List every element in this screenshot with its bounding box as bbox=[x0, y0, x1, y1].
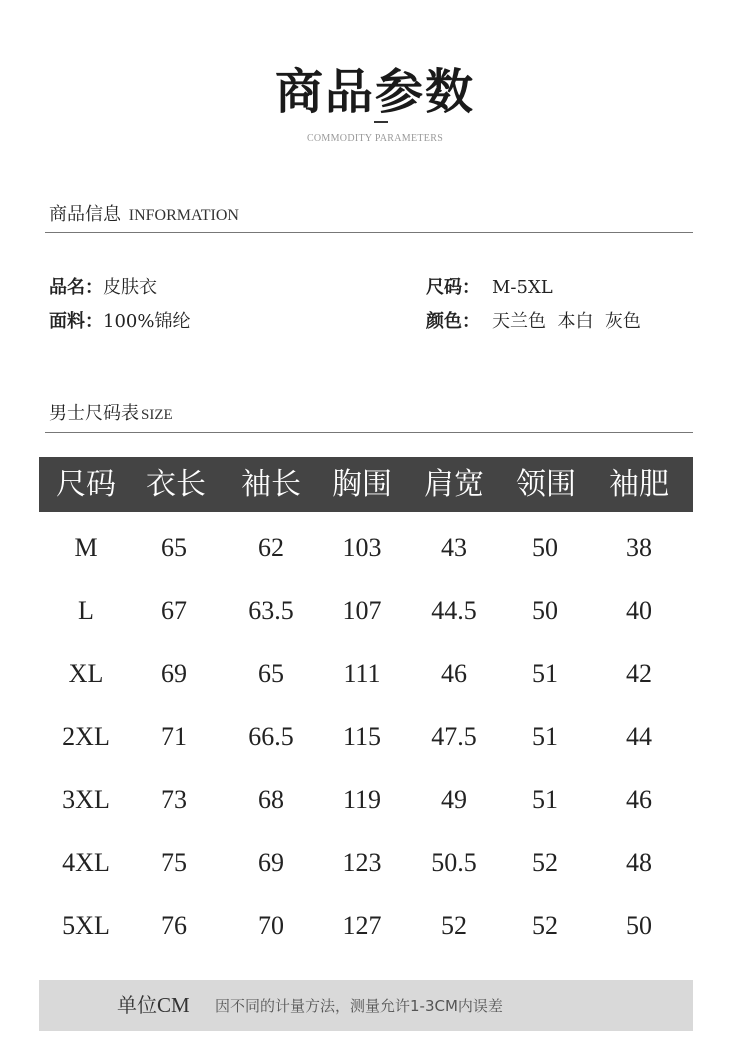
col-header-collar: 领围 bbox=[516, 467, 576, 502]
table-cell-size: 2XL bbox=[62, 722, 110, 751]
table-cell-sleeve-width: 50 bbox=[626, 911, 652, 940]
table-cell-shoulder: 50.5 bbox=[431, 848, 477, 877]
size-range-value: M-5XL bbox=[492, 277, 553, 298]
color-row bbox=[426, 310, 641, 334]
product-name-row bbox=[49, 276, 157, 300]
table-cell-collar: 52 bbox=[532, 911, 558, 940]
table-cell-size: M bbox=[74, 533, 98, 562]
table-cell-collar: 51 bbox=[532, 785, 558, 814]
info-heading-en: INFORMATION bbox=[128, 207, 239, 224]
table-cell-length: 75 bbox=[161, 848, 187, 877]
product-name-label: 品名： bbox=[49, 277, 103, 298]
table-cell-length: 67 bbox=[161, 596, 187, 625]
col-header-sleeve: 袖长 bbox=[241, 467, 301, 502]
table-cell-collar: 50 bbox=[532, 596, 558, 625]
table-cell-shoulder: 47.5 bbox=[431, 722, 477, 751]
fabric-value: 100%锦纶 bbox=[103, 311, 191, 332]
table-cell-sleeve-width: 44 bbox=[626, 722, 652, 751]
table-cell-sleeve: 66.5 bbox=[248, 722, 294, 751]
unit-cn: 单位 bbox=[117, 993, 157, 1017]
size-section-heading bbox=[49, 402, 173, 427]
table-cell-shoulder: 46 bbox=[441, 659, 467, 688]
table-cell-chest: 111 bbox=[343, 659, 381, 688]
table-cell-length: 73 bbox=[161, 785, 187, 814]
table-cell-size: 5XL bbox=[62, 911, 110, 940]
info-heading-cn: 商品信息 bbox=[49, 204, 121, 225]
table-cell-size: 3XL bbox=[62, 785, 110, 814]
table-cell-length: 69 bbox=[161, 659, 187, 688]
table-cell-sleeve-width: 42 bbox=[626, 659, 652, 688]
table-cell-chest: 119 bbox=[342, 785, 382, 814]
col-header-chest: 胸围 bbox=[332, 467, 392, 502]
table-cell-chest: 127 bbox=[342, 911, 382, 940]
table-cell-collar: 52 bbox=[532, 848, 558, 877]
table-cell-chest: 123 bbox=[342, 848, 382, 877]
fabric-label: 面料： bbox=[49, 311, 103, 332]
table-cell-sleeve-width: 48 bbox=[626, 848, 652, 877]
footer-bar bbox=[39, 980, 693, 1031]
measurement-note: 因不同的计量方法，测量允许1-3CM内误差 bbox=[215, 997, 503, 1015]
col-header-size: 尺码 bbox=[56, 467, 116, 502]
table-cell-sleeve: 63.5 bbox=[248, 596, 294, 625]
size-heading-en: SIZE bbox=[141, 407, 173, 423]
size-table-header bbox=[39, 457, 693, 512]
title-underline bbox=[374, 121, 388, 123]
table-cell-length: 71 bbox=[161, 722, 187, 751]
table-cell-sleeve: 62 bbox=[258, 533, 284, 562]
table-cell-collar: 50 bbox=[532, 533, 558, 562]
size-range-label: 尺码： bbox=[426, 277, 480, 298]
table-cell-sleeve-width: 40 bbox=[626, 596, 652, 625]
color-label: 颜色： bbox=[426, 311, 480, 332]
table-cell-shoulder: 52 bbox=[441, 911, 467, 940]
col-header-length: 衣长 bbox=[146, 467, 206, 502]
info-section-heading bbox=[49, 203, 239, 228]
product-name-value: 皮肤衣 bbox=[103, 277, 157, 298]
fabric-row bbox=[49, 310, 190, 334]
table-cell-collar: 51 bbox=[532, 722, 558, 751]
table-cell-length: 76 bbox=[161, 911, 187, 940]
page-subtitle: COMMODITY PARAMETERS bbox=[306, 133, 444, 144]
table-cell-chest: 107 bbox=[342, 596, 382, 625]
table-cell-chest: 103 bbox=[342, 533, 382, 562]
table-cell-sleeve-width: 38 bbox=[626, 533, 652, 562]
color-value: 天兰色 本白 灰色 bbox=[492, 311, 641, 332]
table-cell-collar: 51 bbox=[532, 659, 558, 688]
unit-en: CM bbox=[157, 993, 190, 1017]
size-divider bbox=[45, 432, 693, 433]
table-cell-size: 4XL bbox=[62, 848, 110, 877]
table-cell-size: L bbox=[78, 596, 94, 625]
col-header-shoulder: 肩宽 bbox=[424, 467, 484, 502]
table-cell-sleeve: 65 bbox=[258, 659, 284, 688]
table-cell-sleeve: 69 bbox=[258, 848, 284, 877]
table-cell-shoulder: 43 bbox=[441, 533, 467, 562]
table-cell-shoulder: 49 bbox=[441, 785, 467, 814]
page-title: 商品参数 bbox=[274, 64, 475, 120]
table-cell-chest: 115 bbox=[342, 722, 382, 751]
info-divider bbox=[45, 232, 693, 233]
table-cell-sleeve: 68 bbox=[258, 785, 284, 814]
size-range-row bbox=[426, 276, 553, 300]
size-heading-cn: 男士尺码表 bbox=[49, 403, 139, 424]
col-header-sleeve-width: 袖肥 bbox=[609, 467, 669, 502]
unit-label bbox=[117, 992, 190, 1018]
table-cell-sleeve: 70 bbox=[258, 911, 284, 940]
table-cell-sleeve-width: 46 bbox=[626, 785, 652, 814]
table-cell-size: XL bbox=[68, 659, 104, 688]
table-cell-length: 65 bbox=[161, 533, 187, 562]
table-cell-shoulder: 44.5 bbox=[431, 596, 477, 625]
